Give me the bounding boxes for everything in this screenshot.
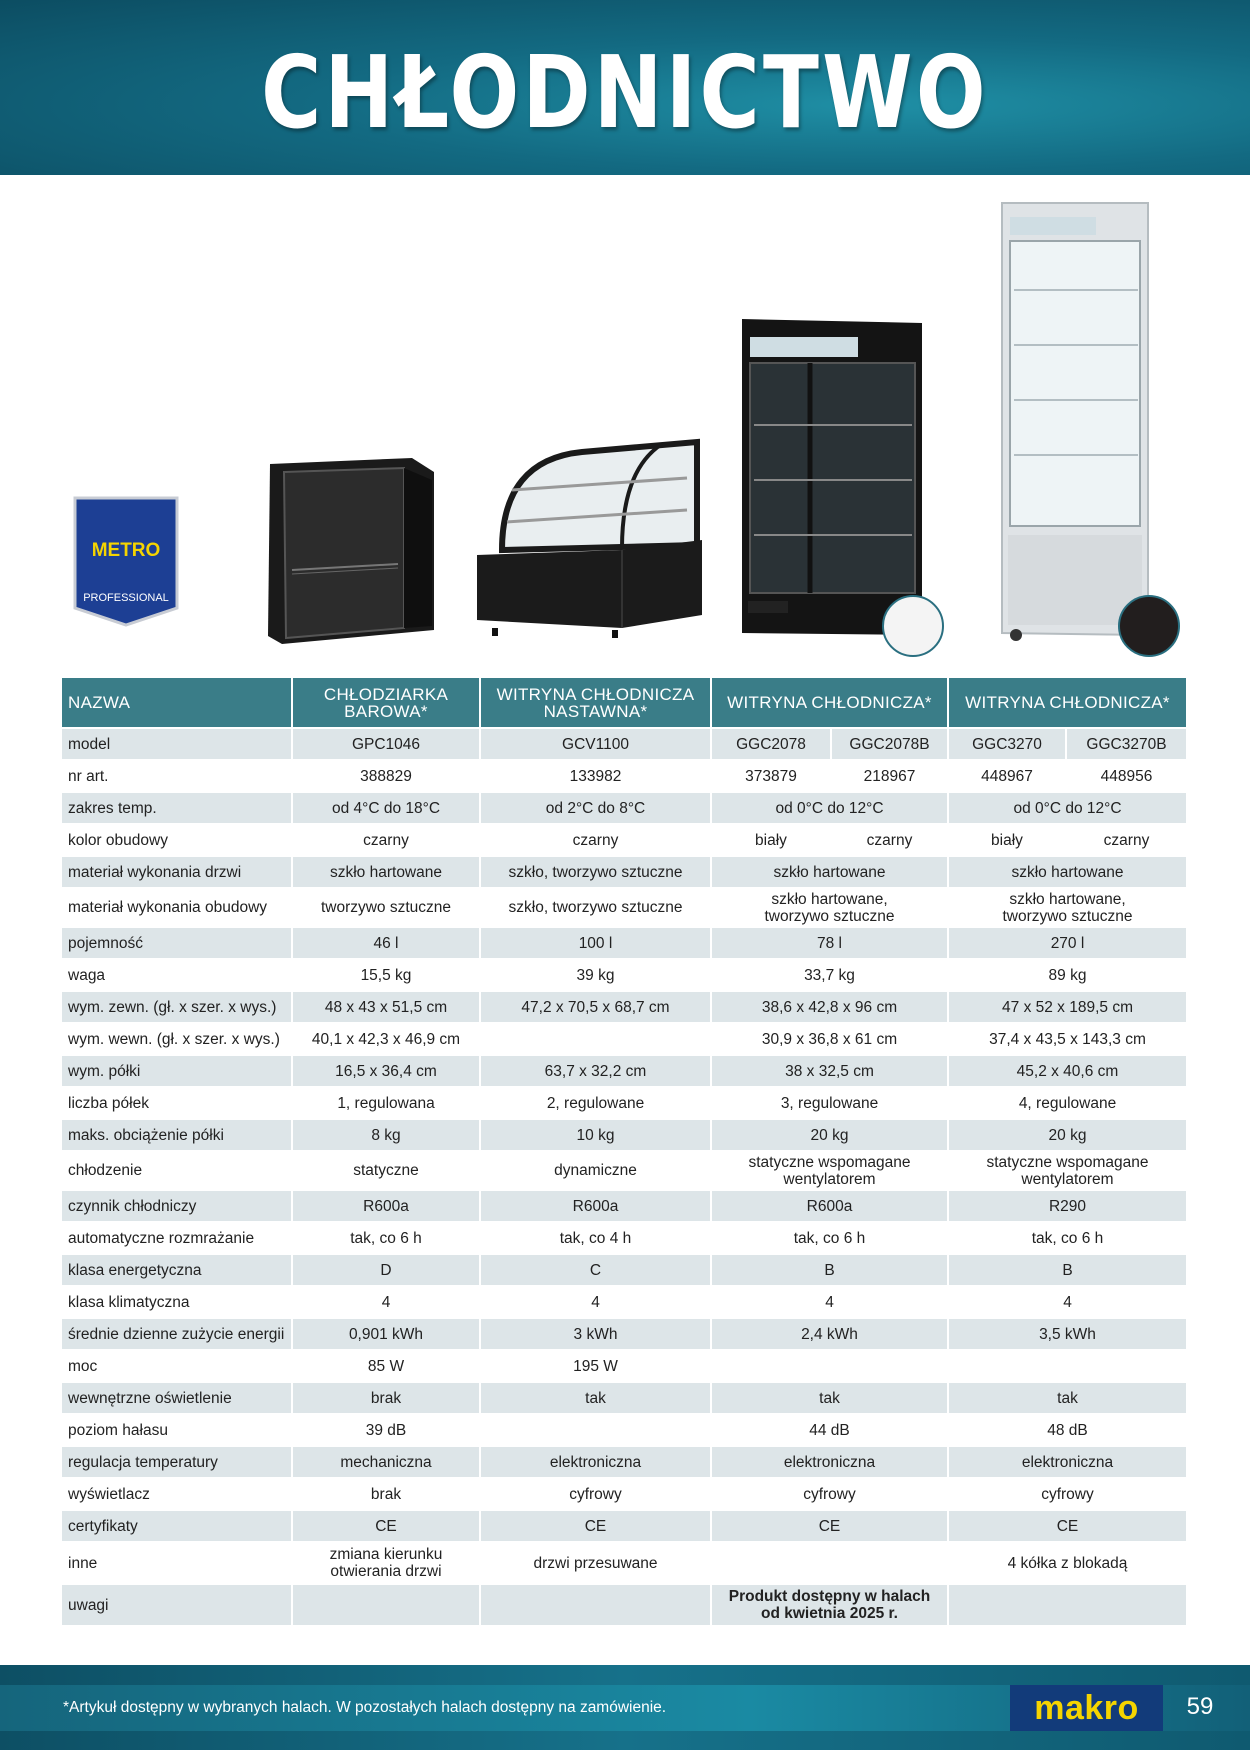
metro-professional-badge	[73, 496, 179, 627]
cell-value: 40,1 x 42,3 x 46,9 cm	[293, 1024, 481, 1056]
cell-value: 39 kg	[481, 960, 712, 992]
col-header-counter-display: WITRYNA CHŁODNICZA NASTAWNA*	[481, 678, 712, 729]
row-label: wym. zewn. (gł. x szer. x wys.)	[62, 992, 293, 1024]
row-label: chłodzenie	[62, 1152, 293, 1191]
table-row-regulation	[62, 1447, 1188, 1479]
table-row-defrost	[62, 1223, 1188, 1255]
cell-value: C	[481, 1255, 712, 1287]
table-row-power	[62, 1351, 1188, 1383]
cell-value: elektroniczna	[712, 1447, 949, 1479]
product-image-gcv1100	[472, 430, 712, 650]
cell-value: 38 x 32,5 cm	[712, 1056, 949, 1088]
color-swatch-white	[882, 595, 944, 657]
table-row-shelves	[62, 1088, 1188, 1120]
page-header	[0, 0, 1250, 175]
cell-value: szkło hartowane	[293, 857, 481, 889]
cell-value: 20 kg	[712, 1120, 949, 1152]
row-label: liczba półek	[62, 1088, 293, 1120]
cell-line: zmiana kierunku	[329, 1546, 443, 1563]
cell-value: 47,2 x 70,5 x 68,7 cm	[481, 992, 712, 1024]
cell-value: 37,4 x 43,5 x 143,3 cm	[949, 1024, 1188, 1056]
cell-value: elektroniczna	[949, 1447, 1188, 1479]
cell-value: czarny	[1067, 825, 1188, 857]
cell-line: od kwietnia 2025 r.	[761, 1605, 898, 1622]
row-label: maks. obciążenie półki	[62, 1120, 293, 1152]
cell-value: 63,7 x 32,2 cm	[481, 1056, 712, 1088]
cell-value	[712, 1585, 949, 1627]
cell-value: 30,9 x 36,8 x 61 cm	[712, 1024, 949, 1056]
row-label: wym. półki	[62, 1056, 293, 1088]
cell-value: 39 dB	[293, 1415, 481, 1447]
cell-value: szkło hartowane	[712, 857, 949, 889]
row-label: wyświetlacz	[62, 1479, 293, 1511]
cell-value: 85 W	[293, 1351, 481, 1383]
cell-value: 4	[293, 1287, 481, 1319]
table-row-cooling	[62, 1152, 1188, 1191]
cell-value: od 4°C do 18°C	[293, 793, 481, 825]
cell-value: 89 kg	[949, 960, 1188, 992]
makro-logo	[1010, 1685, 1163, 1731]
cell-value	[293, 1585, 481, 1627]
row-label: pojemność	[62, 928, 293, 960]
row-label: inne	[62, 1543, 293, 1585]
cell-value: tak, co 6 h	[293, 1223, 481, 1255]
cell-value: 195 W	[481, 1351, 712, 1383]
cell-value: cyfrowy	[481, 1479, 712, 1511]
cell-value: dynamiczne	[481, 1152, 712, 1191]
cell-value: 16,5 x 36,4 cm	[293, 1056, 481, 1088]
page-number: 59	[1186, 1693, 1214, 1720]
cell-value: od 0°C do 12°C	[712, 793, 949, 825]
cell-value: 448956	[1067, 761, 1188, 793]
cell-value: 388829	[293, 761, 481, 793]
cell-value: 15,5 kg	[293, 960, 481, 992]
table-row-energy-class	[62, 1255, 1188, 1287]
cell-value: 10 kg	[481, 1120, 712, 1152]
row-label: nr art.	[62, 761, 293, 793]
cell-value: CE	[712, 1511, 949, 1543]
cell-line: wentylatorem	[1021, 1170, 1114, 1188]
cell-value	[481, 1585, 712, 1627]
table-row-energy-usage	[62, 1319, 1188, 1351]
cell-value: GGC3270	[949, 729, 1067, 761]
cell-value	[712, 1152, 949, 1191]
cell-value: tak	[712, 1383, 949, 1415]
cell-line: otwierania drzwi	[330, 1563, 442, 1580]
cell-value: 100 l	[481, 928, 712, 960]
row-label: model	[62, 729, 293, 761]
cell-value: 2,4 kWh	[712, 1319, 949, 1351]
cell-value: 218967	[832, 761, 949, 793]
cell-value: cyfrowy	[949, 1479, 1188, 1511]
cell-value	[949, 1351, 1188, 1383]
cell-value: R600a	[712, 1191, 949, 1223]
cell-value: 1, regulowana	[293, 1088, 481, 1120]
cell-value: od 0°C do 12°C	[949, 793, 1188, 825]
cell-value: GGC2078	[712, 729, 832, 761]
cell-value: 20 kg	[949, 1120, 1188, 1152]
col-header-display-ggc2078: WITRYNA CHŁODNICZA*	[712, 678, 949, 729]
cell-value: 0,901 kWh	[293, 1319, 481, 1351]
cell-value: R600a	[293, 1191, 481, 1223]
cell-line: wentylatorem	[783, 1170, 876, 1188]
cell-value: 3,5 kWh	[949, 1319, 1188, 1351]
row-label: klasa klimatyczna	[62, 1287, 293, 1319]
table-row-notes	[62, 1585, 1188, 1627]
cell-value: drzwi przesuwane	[481, 1543, 712, 1585]
cell-line: statyczne wspomagane	[748, 1153, 911, 1171]
cell-value: biały	[949, 825, 1067, 857]
cell-value	[949, 1152, 1188, 1191]
cell-value: brak	[293, 1479, 481, 1511]
col-header-display-ggc3270: WITRYNA CHŁODNICZA*	[949, 678, 1188, 729]
row-label: średnie dzienne zużycie energii	[62, 1319, 293, 1351]
table-row-certificates	[62, 1511, 1188, 1543]
cell-value	[949, 1585, 1188, 1627]
cell-value: 45,2 x 40,6 cm	[949, 1056, 1188, 1088]
cell-value: 4, regulowane	[949, 1088, 1188, 1120]
cell-value: B	[949, 1255, 1188, 1287]
row-label: kolor obudowy	[62, 825, 293, 857]
cell-value	[712, 1543, 949, 1585]
cell-value	[293, 1543, 481, 1585]
makro-logo-text: makro	[1034, 1688, 1139, 1727]
row-label: czynnik chłodniczy	[62, 1191, 293, 1223]
cell-value: czarny	[481, 825, 712, 857]
badge-brand: METRO	[91, 540, 161, 561]
table-row-capacity	[62, 928, 1188, 960]
cell-value: R600a	[481, 1191, 712, 1223]
row-label: waga	[62, 960, 293, 992]
cell-value: czarny	[293, 825, 481, 857]
cell-value: 133982	[481, 761, 712, 793]
row-label: regulacja temperatury	[62, 1447, 293, 1479]
cell-value: R290	[949, 1191, 1188, 1223]
product-image-gpc1046	[262, 450, 442, 650]
cell-value: cyfrowy	[712, 1479, 949, 1511]
cell-value: 44 dB	[712, 1415, 949, 1447]
row-label: zakres temp.	[62, 793, 293, 825]
cell-line: tworzywo sztuczne	[764, 907, 895, 925]
table-row-load	[62, 1120, 1188, 1152]
cell-value: od 2°C do 8°C	[481, 793, 712, 825]
badge-sub: PROFESSIONAL	[83, 592, 169, 604]
table-row-weight	[62, 960, 1188, 992]
cell-value	[481, 1415, 712, 1447]
table-row-lighting	[62, 1383, 1188, 1415]
product-image-ggc3270	[998, 195, 1154, 650]
row-label: uwagi	[62, 1585, 293, 1627]
cell-value: D	[293, 1255, 481, 1287]
cell-value: brak	[293, 1383, 481, 1415]
cell-value	[712, 889, 949, 928]
cell-value: 48 dB	[949, 1415, 1188, 1447]
row-label: materiał wykonania drzwi	[62, 857, 293, 889]
row-label: poziom hałasu	[62, 1415, 293, 1447]
cell-value: 4	[712, 1287, 949, 1319]
cell-value: biały	[712, 825, 832, 857]
cell-line: szkło hartowane,	[1009, 890, 1126, 908]
table-row-ext	[62, 992, 1188, 1024]
row-label: automatyczne rozmrażanie	[62, 1223, 293, 1255]
cell-line: szkło hartowane,	[771, 890, 888, 908]
spec-table	[62, 678, 1188, 1627]
cell-value: 33,7 kg	[712, 960, 949, 992]
table-row-color	[62, 825, 1188, 857]
cell-value: mechaniczna	[293, 1447, 481, 1479]
cell-value: 4 kółka z blokadą	[949, 1543, 1188, 1585]
page-footer	[0, 1665, 1250, 1750]
cell-value: 4	[481, 1287, 712, 1319]
cell-line: tworzywo sztuczne	[1002, 907, 1133, 925]
cell-line: Produkt dostępny w halach	[728, 1588, 931, 1605]
table-header-row	[62, 678, 1188, 729]
row-label: certyfikaty	[62, 1511, 293, 1543]
cell-value: 46 l	[293, 928, 481, 960]
cell-value: tak, co 4 h	[481, 1223, 712, 1255]
cell-value	[712, 1351, 949, 1383]
cell-line: statyczne wspomagane	[986, 1153, 1149, 1171]
table-row-shelf	[62, 1056, 1188, 1088]
color-swatch-black	[1118, 595, 1180, 657]
row-label: klasa energetyczna	[62, 1255, 293, 1287]
cell-value: 78 l	[712, 928, 949, 960]
cell-value: 38,6 x 42,8 x 96 cm	[712, 992, 949, 1024]
cell-value: GPC1046	[293, 729, 481, 761]
table-row-body	[62, 889, 1188, 928]
cell-value	[481, 1024, 712, 1056]
table-row-art	[62, 761, 1188, 793]
row-label: wym. wewn. (gł. x szer. x wys.)	[62, 1024, 293, 1056]
table-row-temp	[62, 793, 1188, 825]
cell-value: tworzywo sztuczne	[293, 889, 481, 928]
cell-value: elektroniczna	[481, 1447, 712, 1479]
cell-value: 4	[949, 1287, 1188, 1319]
table-row-display	[62, 1479, 1188, 1511]
row-label: wewnętrzne oświetlenie	[62, 1383, 293, 1415]
cell-value: 47 x 52 x 189,5 cm	[949, 992, 1188, 1024]
cell-value: CE	[949, 1511, 1188, 1543]
cell-value: tak	[481, 1383, 712, 1415]
row-label: moc	[62, 1351, 293, 1383]
cell-value: szkło, tworzywo sztuczne	[481, 857, 712, 889]
cell-value: 3, regulowane	[712, 1088, 949, 1120]
footnote: *Artykuł dostępny w wybranych halach. W pozostałych halach dostępny na zamówienie.	[63, 1699, 667, 1716]
cell-value: CE	[481, 1511, 712, 1543]
cell-value: 448967	[949, 761, 1067, 793]
table-row-climate-class	[62, 1287, 1188, 1319]
product-images	[0, 175, 1250, 665]
cell-value: szkło hartowane	[949, 857, 1188, 889]
table-row-noise	[62, 1415, 1188, 1447]
table-row-refrigerant	[62, 1191, 1188, 1223]
table-row-other	[62, 1543, 1188, 1585]
cell-value: GGC3270B	[1067, 729, 1188, 761]
cell-value: tak, co 6 h	[949, 1223, 1188, 1255]
cell-value	[949, 889, 1188, 928]
page-title: CHŁODNICTWO	[261, 34, 989, 151]
col-header-name: NAZWA	[62, 678, 293, 729]
cell-value: 8 kg	[293, 1120, 481, 1152]
cell-value: czarny	[832, 825, 949, 857]
table-row-door	[62, 857, 1188, 889]
cell-value: tak, co 6 h	[712, 1223, 949, 1255]
table-row-int	[62, 1024, 1188, 1056]
cell-value: 373879	[712, 761, 832, 793]
cell-value: GCV1100	[481, 729, 712, 761]
col-header-bar-fridge: CHŁODZIARKA BAROWA*	[293, 678, 481, 729]
cell-value: statyczne	[293, 1152, 481, 1191]
cell-value: szkło, tworzywo sztuczne	[481, 889, 712, 928]
cell-value: 48 x 43 x 51,5 cm	[293, 992, 481, 1024]
cell-value: 2, regulowane	[481, 1088, 712, 1120]
cell-value: CE	[293, 1511, 481, 1543]
cell-value: 270 l	[949, 928, 1188, 960]
cell-value: tak	[949, 1383, 1188, 1415]
table-row-model	[62, 729, 1188, 761]
cell-value: 3 kWh	[481, 1319, 712, 1351]
row-label: materiał wykonania obudowy	[62, 889, 293, 928]
cell-value: B	[712, 1255, 949, 1287]
cell-value: GGC2078B	[832, 729, 949, 761]
